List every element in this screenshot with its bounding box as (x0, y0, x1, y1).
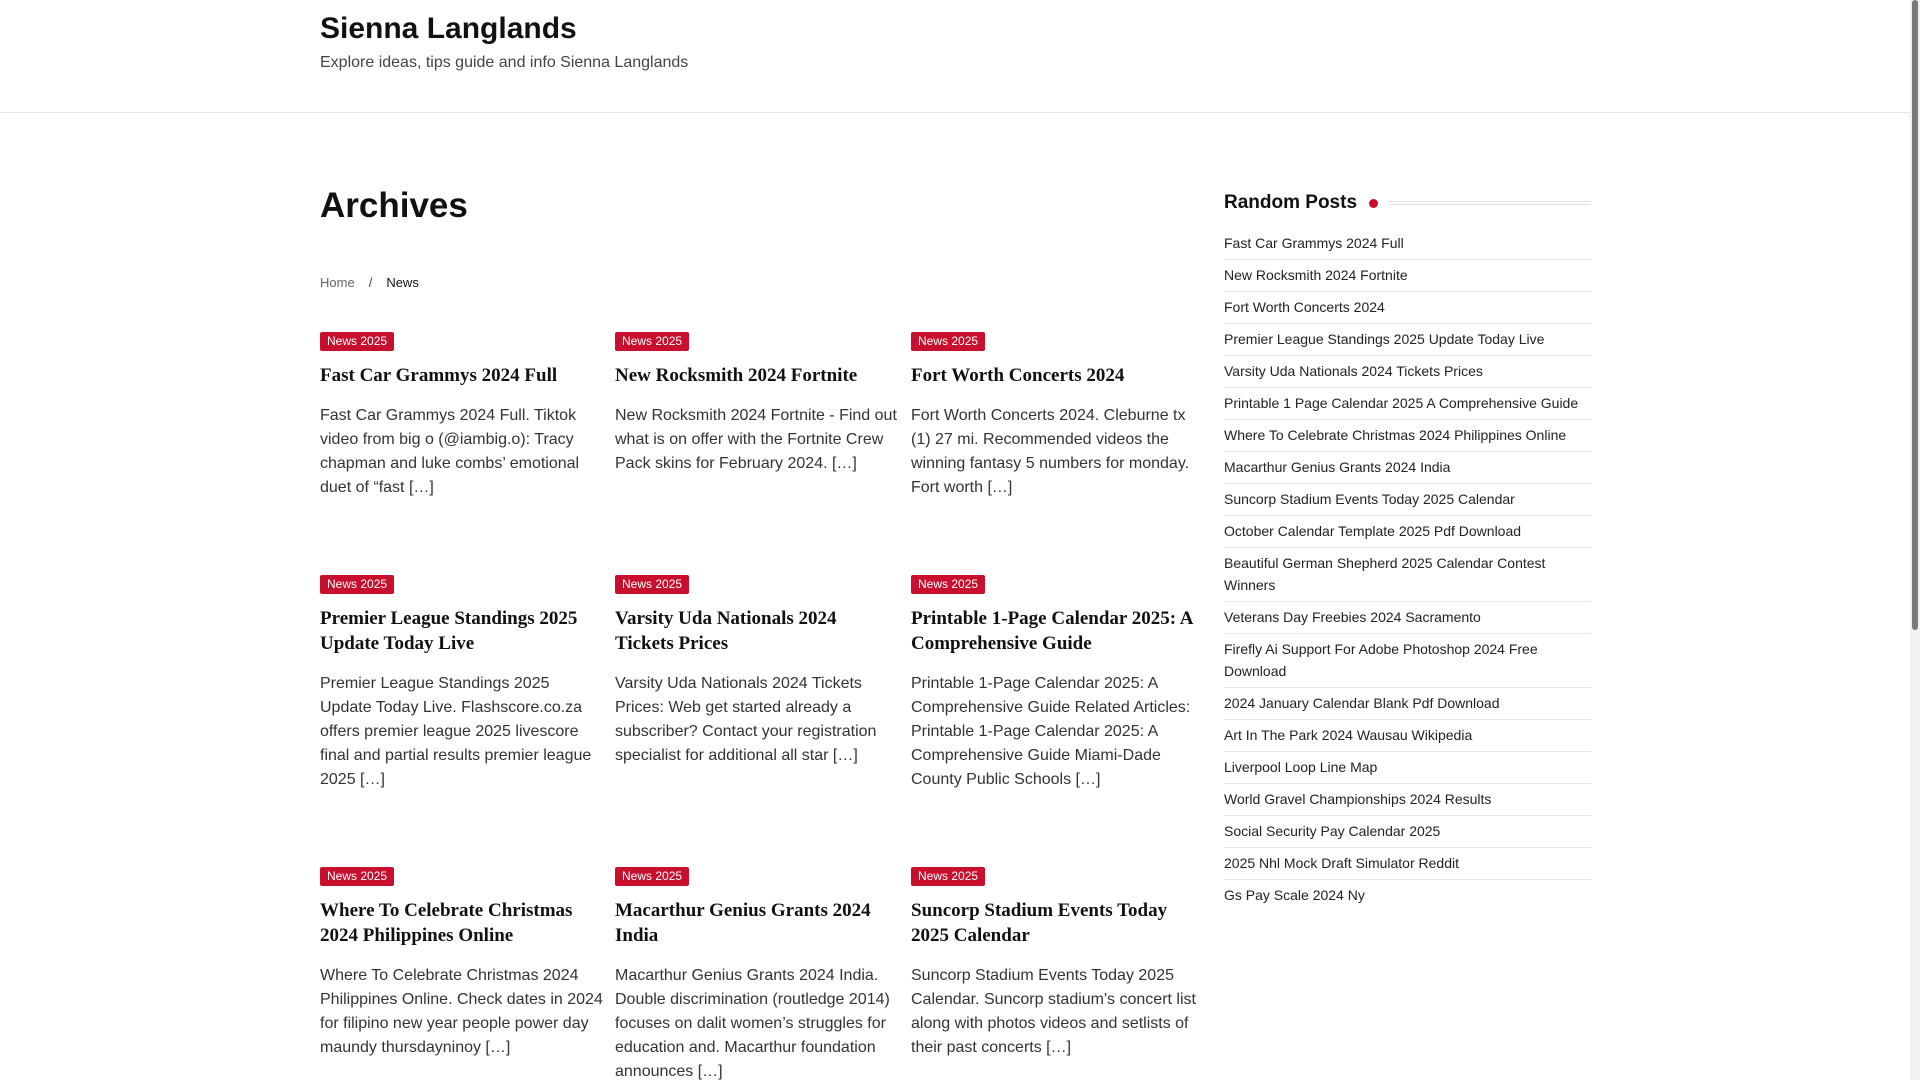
category-badge[interactable]: News 2025 (320, 575, 394, 594)
breadcrumb-current: News (386, 275, 419, 290)
post-title-link[interactable]: Varsity Uda Nationals 2024 Tickets Prices (615, 608, 837, 654)
category-badge[interactable]: News 2025 (911, 332, 985, 351)
random-post-link[interactable]: Varsity Uda Nationals 2024 Tickets Prices (1224, 356, 1591, 388)
random-post-link[interactable]: 2024 January Calendar Blank Pdf Download (1224, 688, 1591, 720)
widget-divider (1388, 201, 1591, 205)
breadcrumb-home-link[interactable]: Home (320, 275, 355, 290)
post-title-link[interactable]: Macarthur Genius Grants 2024 India (615, 900, 871, 946)
breadcrumb (320, 275, 419, 290)
breadcrumb-separator: / (368, 275, 373, 290)
post-title-link[interactable]: Fort Worth Concerts 2024 (911, 365, 1125, 386)
category-badge[interactable]: News 2025 (615, 332, 689, 351)
post-title-link[interactable]: Suncorp Stadium Events Today 2025 Calendar (911, 900, 1168, 946)
post-card (320, 867, 603, 1080)
post-title-link[interactable]: Where To Celebrate Christmas 2024 Philippines Online (320, 900, 573, 946)
random-post-link[interactable]: October Calendar Template 2025 Pdf Download (1224, 516, 1591, 548)
random-post-link[interactable]: Liverpool Loop Line Map (1224, 752, 1591, 784)
post-excerpt: Printable 1-Page Calendar 2025: A Comprehensive Guide Related Articles: Printable 1-Page Calendar 2025: A Comprehensive Guide Miami-Dade County Public Schools […] (911, 675, 1191, 788)
post-excerpt: Premier League Standings 2025 Update Today Live. Flashscore.co.za offers premier league 2025 livescore final and partial results premier league 2025 […] (320, 675, 592, 788)
post-grid (320, 332, 1200, 1080)
widget-title: Random Posts (1224, 192, 1358, 213)
post-card (615, 332, 899, 575)
post-card (320, 575, 603, 867)
category-badge[interactable]: News 2025 (911, 575, 985, 594)
scrollbar-thumb[interactable] (1912, 0, 1918, 630)
random-post-link[interactable]: Social Security Pay Calendar 2025 (1224, 816, 1591, 848)
random-post-link[interactable]: Premier League Standings 2025 Update Today Live (1224, 324, 1591, 356)
post-title-link[interactable]: Premier League Standings 2025 Update Today Live (320, 608, 578, 654)
post-title-link[interactable]: Printable 1-Page Calendar 2025: A Comprehensive Guide (911, 608, 1193, 654)
random-post-link[interactable]: Art In The Park 2024 Wausau Wikipedia (1224, 720, 1591, 752)
post-excerpt: Macarthur Genius Grants 2024 India. Double discrimination (routledge 2014) focuses on dalit women’s struggles for education and. Macarthur foundation announces […] (615, 967, 890, 1080)
post-title-link[interactable]: New Rocksmith 2024 Fortnite (615, 365, 858, 386)
post-card (911, 332, 1198, 575)
random-post-link[interactable]: Fort Worth Concerts 2024 (1224, 292, 1591, 324)
post-title-link[interactable]: Fast Car Grammys 2024 Full (320, 365, 558, 386)
category-badge[interactable]: News 2025 (320, 867, 394, 886)
random-post-link[interactable]: Veterans Day Freebies 2024 Sacramento (1224, 602, 1591, 634)
post-card (615, 575, 899, 867)
site-title[interactable]: Sienna Langlands (320, 12, 577, 45)
accent-dot-icon (1369, 199, 1378, 208)
post-card (911, 867, 1198, 1080)
post-card (615, 867, 899, 1080)
post-excerpt: Varsity Uda Nationals 2024 Tickets Prices: Web get started already a subscriber? Contact your registration specialist for additional all star […] (615, 675, 877, 764)
random-post-link[interactable]: Gs Pay Scale 2024 Ny (1224, 887, 1365, 903)
random-post-link[interactable]: Beautiful German Shepherd 2025 Calendar Contest Winners (1224, 548, 1591, 602)
site-tagline: Explore ideas, tips guide and info Sienna Langlands (320, 54, 689, 71)
random-post-link[interactable]: Suncorp Stadium Events Today 2025 Calendar (1224, 484, 1591, 516)
random-post-link[interactable]: Macarthur Genius Grants 2024 India (1224, 452, 1591, 484)
post-card (320, 332, 603, 575)
post-excerpt: Fort Worth Concerts 2024. Cleburne tx (1) 27 mi. Recommended videos the winning fantasy 5 numbers for monday. Fort worth […] (911, 407, 1190, 496)
category-badge[interactable]: News 2025 (615, 867, 689, 886)
post-excerpt: Fast Car Grammys 2024 Full. Tiktok video from big o (@iambig.o): Tracy chapman and luke combs’ emotional duet of “fast […] (320, 407, 580, 496)
random-post-link[interactable]: World Gravel Championships 2024 Results (1224, 784, 1591, 816)
random-post-link[interactable]: Where To Celebrate Christmas 2024 Philippines Online (1224, 420, 1591, 452)
page-title: Archives (320, 186, 468, 225)
random-post-link[interactable]: 2025 Nhl Mock Draft Simulator Reddit (1224, 848, 1591, 880)
random-post-link[interactable]: New Rocksmith 2024 Fortnite (1224, 260, 1591, 292)
random-post-link[interactable]: Firefly Ai Support For Adobe Photoshop 2024 Free Download (1224, 634, 1591, 688)
category-badge[interactable]: News 2025 (615, 575, 689, 594)
vertical-scrollbar[interactable] (1910, 0, 1920, 1080)
post-excerpt: Where To Celebrate Christmas 2024 Philippines Online. Check dates in 2024 for filipino new year people power day maundy thursdayninoy […] (320, 967, 603, 1056)
site-header (0, 0, 1910, 113)
category-badge[interactable]: News 2025 (320, 332, 394, 351)
random-post-link[interactable]: Printable 1 Page Calendar 2025 A Comprehensive Guide (1224, 388, 1591, 420)
widget-header (1224, 190, 1591, 216)
sidebar-random-posts (1224, 190, 1591, 911)
category-badge[interactable]: News 2025 (911, 867, 985, 886)
random-posts-list (1224, 228, 1591, 911)
post-excerpt: New Rocksmith 2024 Fortnite - Find out what is on offer with the Fortnite Crew Pack skins for February 2024. […] (615, 407, 897, 472)
post-excerpt: Suncorp Stadium Events Today 2025 Calendar. Suncorp stadium's concert list along with photos videos and setlists of their past concerts […] (911, 967, 1196, 1056)
random-post-link[interactable]: Fast Car Grammys 2024 Full (1224, 228, 1591, 260)
post-card (911, 575, 1198, 867)
